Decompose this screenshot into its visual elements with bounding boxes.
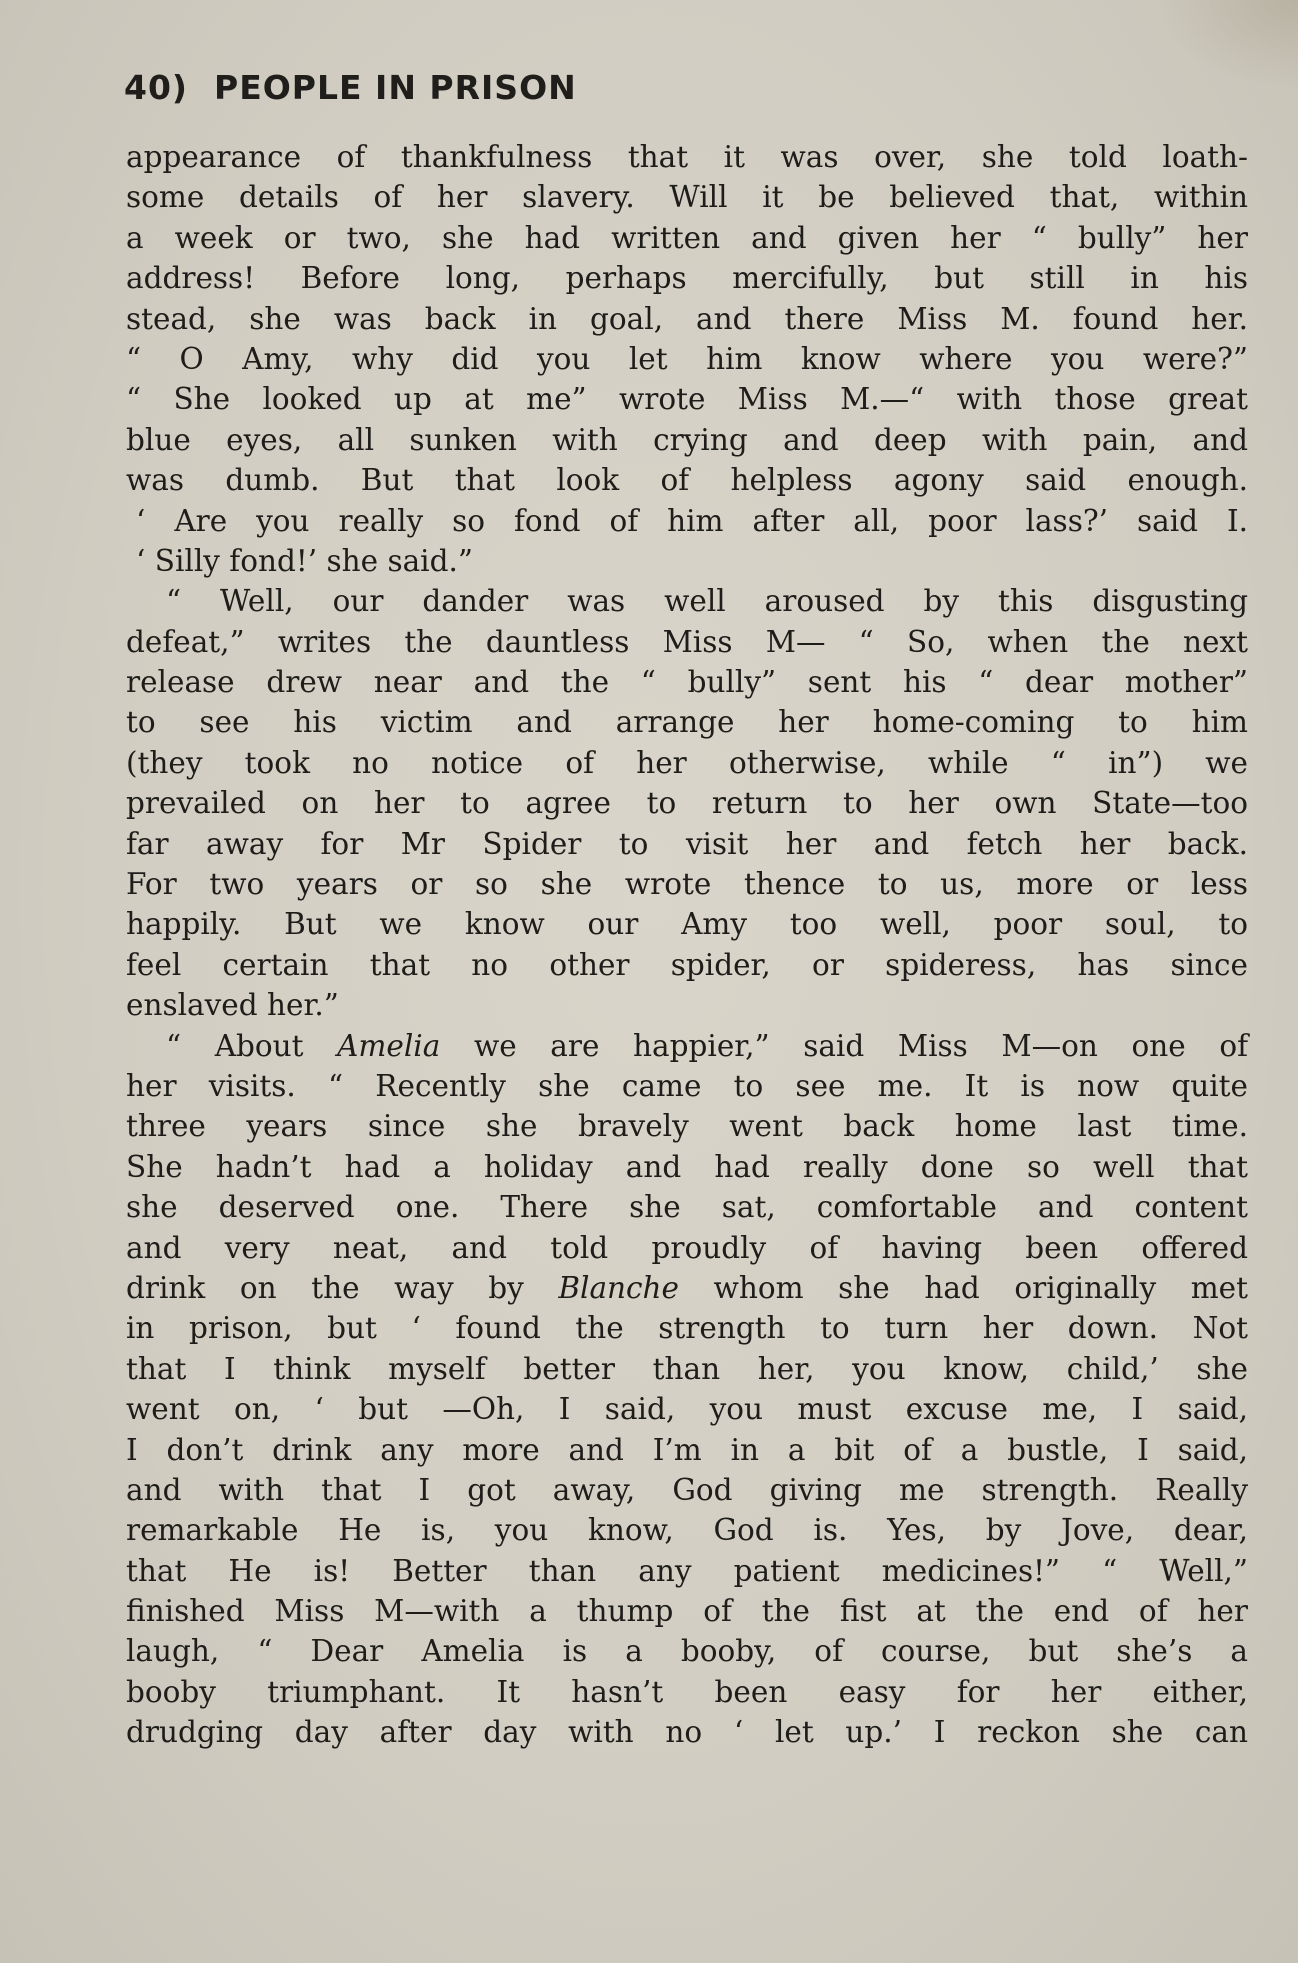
text-line (126, 1026, 1248, 1066)
text-line: prevailed on her to agree to return to her own State—too (126, 786, 1248, 821)
italic-name-blanche: Blanche (558, 1270, 680, 1305)
text-line: enslaved her.” (126, 988, 339, 1023)
page-corner-shadow (1158, 0, 1298, 90)
text-line: She hadn’t had a holiday and had really done so well that (126, 1149, 1248, 1184)
text-line: “ Well, our dander was well aroused by this disgusting (166, 584, 1248, 619)
text-line: was dumb. But that look of helpless agony said enough. (126, 463, 1248, 498)
text-line: “ She looked up at me” wrote Miss M.—“ with those great (126, 382, 1248, 417)
text-line: I don’t drink any more and I’m in a bit of a bustle, I said, (126, 1432, 1248, 1467)
text-line: appearance of thankfulness that it was over, she told loath- (126, 140, 1248, 174)
text-line: finished Miss M—with a thump of the fist at the end of her (126, 1594, 1248, 1629)
text-line: went on, ‘ but —Oh, I said, you must excuse me, I said, (126, 1392, 1248, 1427)
text-line: far away for Mr Spider to visit her and fetch her back. (126, 826, 1248, 861)
running-header (124, 68, 577, 107)
text-line: For two years or so she wrote thence to us, more or less (126, 867, 1248, 902)
text-run: drink on the way by (126, 1270, 559, 1305)
text-line (126, 1268, 1248, 1308)
text-run: we are happier,” said Miss M—on one of (440, 1028, 1248, 1063)
text-line: ‘ Are you really so fond of him after all, poor lass?’ said I. (136, 503, 1248, 538)
text-line: drudging day after day with no ‘ let up.’ I reckon she can (126, 1715, 1248, 1750)
running-title: PEOPLE IN PRISON (214, 68, 577, 107)
text-line: ‘ Silly fond!’ she said.” (136, 543, 473, 578)
text-line: address! Before long, perhaps mercifully, but still in his (126, 261, 1248, 296)
text-line: to see his victim and arrange her home-coming to him (126, 705, 1248, 740)
text-line: and with that I got away, God giving me strength. Really (126, 1472, 1248, 1507)
text-line: “ O Amy, why did you let him know where you were?” (126, 341, 1248, 376)
text-line: laugh, “ Dear Amelia is a booby, of course, but she’s a (126, 1634, 1248, 1669)
text-line: (they took no notice of her otherwise, while “ in”) we (126, 745, 1248, 780)
text-line: a week or two, she had written and given her “ bully” her (126, 220, 1248, 255)
text-line: that He is! Better than any patient medicines!” “ Well,” (126, 1553, 1248, 1588)
text-line: feel certain that no other spider, or spideress, has since (126, 947, 1248, 982)
text-line: three years since she bravely went back home last time. (126, 1109, 1248, 1144)
text-line: remarkable He is, you know, God is. Yes, by Jove, dear, (126, 1513, 1248, 1548)
text-line: some details of her slavery. Will it be believed that, within (126, 180, 1248, 215)
text-line: stead, she was back in goal, and there Miss M. found her. (126, 301, 1248, 336)
text-line: defeat,” writes the dauntless Miss M— “ So, when the next (126, 624, 1248, 659)
italic-name-amelia: Amelia (337, 1028, 441, 1063)
text-run: “ About (166, 1028, 338, 1063)
text-line: happily. But we know our Amy too well, poor soul, to (126, 907, 1248, 942)
body-text (126, 137, 1248, 1753)
text-line: release drew near and the “ bully” sent his “ dear mother” (126, 665, 1248, 700)
text-line: booby triumphant. It hasn’t been easy for her either, (126, 1674, 1248, 1709)
text-line: that I think myself better than her, you know, child,’ she (126, 1351, 1248, 1386)
page-number: 40) (124, 68, 189, 107)
text-line: and very neat, and told proudly of having been offered (126, 1230, 1248, 1265)
text-line: in prison, but ‘ found the strength to turn her down. Not (126, 1311, 1248, 1346)
text-line: her visits. “ Recently she came to see me. It is now quite (126, 1068, 1248, 1103)
text-run: whom she had originally met (679, 1270, 1248, 1305)
text-line: she deserved one. There she sat, comfortable and content (126, 1190, 1248, 1225)
text-line: blue eyes, all sunken with crying and deep with pain, and (126, 422, 1248, 457)
